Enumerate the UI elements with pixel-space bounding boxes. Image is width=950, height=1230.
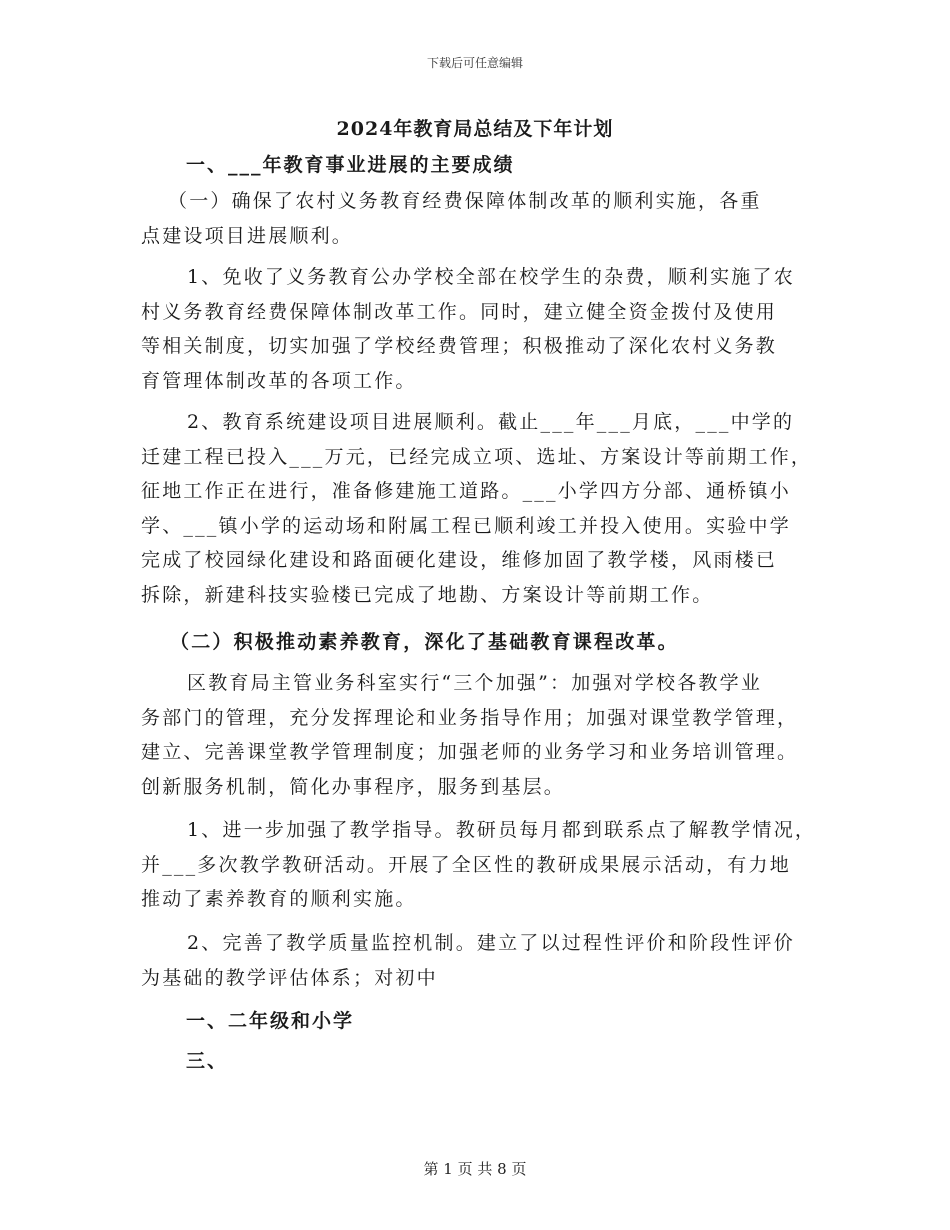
paragraph-line: 育管理体制改革的各项工作。 — [141, 369, 417, 392]
paragraph-line: 拆除，新建科技实验楼已完成了地勘、方案设计等前期工作。 — [141, 583, 714, 606]
paragraph-teaching-guidance — [141, 813, 821, 917]
paragraph-line: 并___多次教学教研活动。开展了全区性的教研成果展示活动，有力地 — [141, 853, 791, 876]
paragraph-line: 村义务教育经费保障体制改革工作。同时，建立健全资金拨付及使用 — [141, 300, 778, 323]
paragraph-construction-projects — [141, 405, 821, 612]
paragraph-line: 1、进一步加强了教学指导。教研员每月都到联系点了解教学情况， — [187, 819, 817, 841]
section2-heading: 一、二年级和小学 — [186, 1010, 355, 1032]
paragraph-line: 2、教育系统建设项目进展顺利。截止___年___月底，___中学的 — [187, 411, 795, 433]
paragraph-line: 学、___镇小学的运动场和附属工程已顺利竣工并投入使用。实验中学 — [141, 514, 791, 537]
section3-heading: 三、 — [186, 1050, 229, 1072]
paragraph-line: 完成了校园绿化建设和路面硬化建设，维修加固了教学楼，风雨楼已 — [141, 549, 778, 571]
paragraph-line: 2、完善了教学质量监控机制。建立了以过程性评价和阶段性评价 — [187, 932, 795, 954]
paragraph-line: 推动了素养教育的顺利实施。 — [141, 888, 417, 910]
paragraph-fee-exemption — [141, 260, 821, 398]
header-note: 下载后可任意编辑 — [426, 56, 523, 70]
subsection2-heading: （二）积极推动素养教育，深化了基础教育课程改革。 — [170, 631, 679, 653]
paragraph-three-strengthen — [141, 666, 821, 804]
paragraph-line: 建立、完善课堂教学管理制度；加强老师的业务学习和业务培训管理。 — [141, 741, 799, 763]
paragraph-line: 务部门的管理，充分发挥理论和业务指导作用；加强对课堂教学管理， — [141, 706, 799, 729]
subsection1-heading — [141, 184, 821, 253]
document-title: 2024年教育局总结及下年计划 — [336, 118, 614, 140]
page-footer: 第 1 页 共 8 页 — [423, 1160, 527, 1178]
paragraph-line: 迁建工程已投入___万元，已经完成立项、选址、方案设计等前期工作， — [141, 445, 813, 468]
paragraph-line: 为基础的教学评估体系；对初中 — [141, 966, 438, 989]
subsection1-heading-line1: （一）确保了农村义务教育经费保障体制改革的顺利实施，各重 — [168, 190, 762, 212]
paragraph-line: 1、免收了义务教育公办学校全部在校学生的杂费，顺利实施了农 — [187, 266, 795, 288]
section1-heading: 一、___年教育事业进展的主要成绩 — [186, 154, 515, 176]
paragraph-line: 等相关制度，切实加强了学校经费管理；积极推动了深化农村义务教 — [141, 335, 778, 357]
paragraph-line: 区教育局主管业务科室实行“三个加强”：加强对学校各教学业 — [187, 672, 763, 694]
paragraph-line: 征地工作正在进行，准备修建施工道路。___小学四方分部、通桥镇小 — [141, 480, 791, 502]
paragraph-line: 创新服务机制，简化办事程序，服务到基层。 — [141, 775, 566, 798]
paragraph-quality-monitoring — [141, 926, 821, 995]
subsection1-heading-line2: 点建设项目进展顺利。 — [141, 224, 354, 247]
